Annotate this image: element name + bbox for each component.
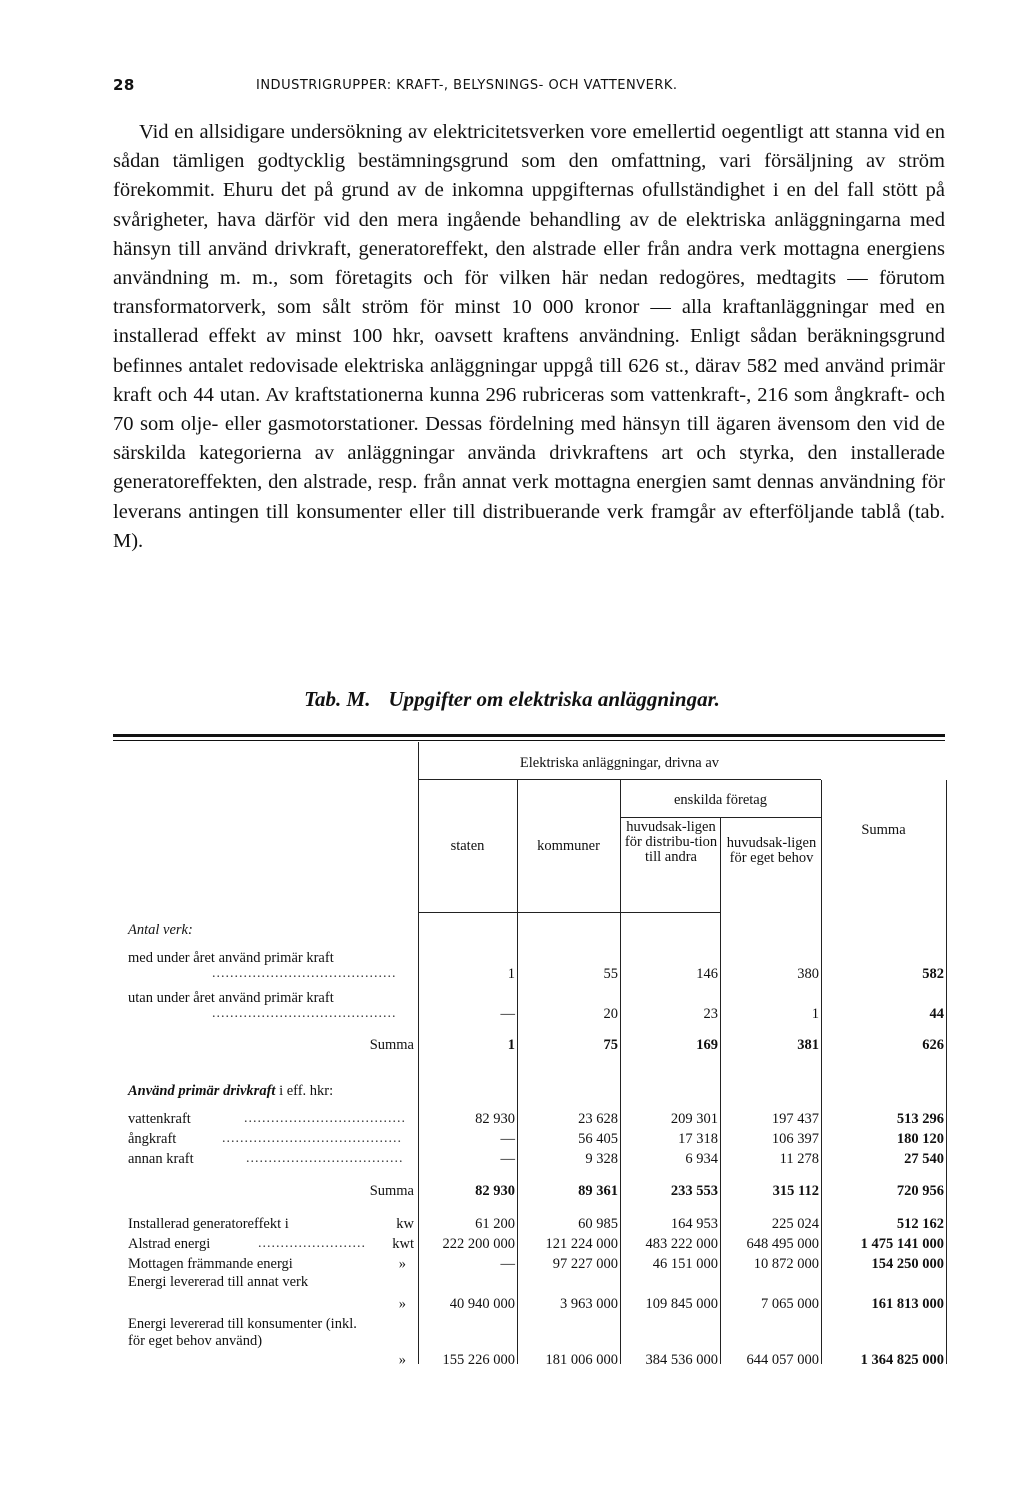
col-divider-staten — [517, 780, 518, 1364]
col-header-summa: Summa — [861, 822, 906, 838]
row-label-summa-2: Summa — [369, 1183, 414, 1199]
cell-s1r1-own-use: 380 — [797, 966, 819, 982]
col-header-own-use: huvudsak-ligen för eget behov — [726, 835, 817, 866]
cell-s3r4-distribution: 109 845 000 — [645, 1296, 718, 1312]
body-paragraph: Vid en allsidigare undersökning av elektricitetsverken vore emellertid oegentligt att stanna vid en sådan tämligen godtycklig bestämningsgrund som den omfattning, vari försäljning av ström förekommit. Ehuru det på grund av de inkomna uppgifternas ofullständighet i en del fall stött på svårigheter, hava därför vid den mera ingående behandling av de elektriska anläggningarna med hänsyn till använd drivkraft, generatoreffekt, den alstrade eller från andra verk mottagna energiens användning m. m., som företagits och för vilken här nedan redogöres, medtagits — förutom transformatorverk, som sålt ström för minst 10 000 kronor — alla kraftanläggningar med en installerad effekt av minst 100 hkr, oavsett kraftens användning. Enligt sådan beräkningsgrund befinnes antalet redovisade elektriska anläggningar uppgå till 626 st., därav 582 med använd primär kraft och 44 utan. Av kraftstationerna kunna 296 rubriceras som vattenkraft-, 216 som ångkraft- och 70 som olje- eller gasmotorstationer. Dessas fördelning med hänsyn till ägaren ävensom den vid de särskilda kategorierna av anläggningar använda drivkraftens art och styrka, den installerade generatoreffekten, den alstrade, resp. från annat verk mottagna energien samt dennas användning för leverans antingen till konsumenter eller till distribuerande verk framgår av efterföljande tablå (tab. M). — [113, 121, 945, 552]
sub-group-header: enskilda företag — [673, 792, 767, 808]
cell-s1sum-staten: 1 — [507, 1037, 515, 1053]
row-label-summa-1: Summa — [369, 1037, 414, 1053]
cell-s1r1-summa: 582 — [922, 966, 944, 982]
col-divider-own-use — [821, 780, 822, 1364]
row-label-installerad: Installerad generatoreffekt i — [128, 1216, 289, 1232]
section-antal-verk-title: Antal verk: — [128, 922, 193, 938]
cell-s3r4-own-use: 7 065 000 — [761, 1296, 819, 1312]
table-title: Uppgifter om elektriska anläggningar. — [388, 687, 720, 711]
cell-s2sum-staten: 82 930 — [475, 1183, 515, 1199]
cell-s3r1-distribution: 164 953 — [670, 1216, 718, 1232]
row-label-levererad-konsumenter: Energi levererad till konsumenter (inkl. för eget behov använd) — [128, 1316, 357, 1349]
row-label-levererad-verk: Energi levererad till annat verk — [128, 1274, 309, 1290]
col-header-distribution: huvudsak-ligen för distribu-tion till andra — [624, 819, 718, 865]
cell-s3r2-own-use: 648 495 000 — [746, 1236, 819, 1252]
cell-s2r1-summa: 513 296 — [896, 1111, 944, 1127]
cell-s3r3-kommuner: 97 227 000 — [552, 1256, 618, 1272]
cell-s1r2-kommuner: 20 — [603, 1006, 618, 1022]
cell-s1r2-own-use: 1 — [811, 1006, 819, 1022]
col-header-kommuner: kommuner — [537, 838, 600, 854]
cell-s2r3-summa: 27 540 — [904, 1151, 944, 1167]
cell-s1sum-summa: 626 — [922, 1037, 944, 1053]
cell-s1sum-distribution: 169 — [696, 1037, 718, 1053]
cell-s2r1-kommuner: 23 628 — [578, 1111, 618, 1127]
cell-s3r5-summa: 1 364 825 000 — [860, 1352, 944, 1368]
cell-s2r2-own-use: 106 397 — [771, 1131, 819, 1147]
col-header-staten: staten — [450, 838, 485, 854]
group-header: Elektriska anläggningar, drivna av — [519, 755, 720, 771]
row-label-mottagen: Mottagen främmande energi — [128, 1256, 293, 1272]
col-divider-summa — [946, 780, 947, 1364]
cell-s2r2-summa: 180 120 — [896, 1131, 944, 1147]
col-divider-distribution — [720, 818, 721, 1364]
row-unit-levererad-verk: » — [398, 1296, 406, 1312]
cell-s3r1-own-use: 225 024 — [771, 1216, 819, 1232]
cell-s2r3-staten: — — [500, 1151, 515, 1167]
cell-s1r2-summa: 44 — [929, 1006, 944, 1022]
cell-s3r2-summa: 1 475 141 000 — [860, 1236, 944, 1252]
section-drivkraft-title — [128, 1083, 333, 1100]
cell-s2r2-distribution: 17 318 — [678, 1131, 718, 1147]
row-label-vattenkraft: vattenkraft — [128, 1111, 191, 1127]
cell-s3r3-summa: 154 250 000 — [871, 1256, 944, 1272]
cell-s3r4-kommuner: 3 963 000 — [560, 1296, 618, 1312]
cell-s3r5-staten: 155 226 000 — [442, 1352, 515, 1368]
cell-s1r1-distribution: 146 — [696, 966, 718, 982]
row-label-utan-primar — [128, 990, 416, 1006]
cell-s2r3-own-use: 11 278 — [779, 1151, 819, 1167]
row-label-text: utan under året använd primär kraft — [128, 990, 334, 1006]
cell-s3r3-staten: — — [500, 1256, 515, 1272]
leader-dots: ........................ — [258, 1236, 366, 1251]
leader-dots: ........................................ — [222, 1131, 402, 1146]
row-unit-levererad-konsumenter: » — [398, 1352, 406, 1368]
row-label-annan-kraft: annan kraft — [128, 1151, 194, 1167]
cell-s3r1-summa: 512 162 — [896, 1216, 944, 1232]
row-label-angkraft: ångkraft — [128, 1131, 177, 1147]
cell-s3r1-staten: 61 200 — [475, 1216, 515, 1232]
cell-s2sum-summa: 720 956 — [896, 1183, 944, 1199]
leader-dots: ................................... — [246, 1151, 404, 1166]
cell-s2r3-kommuner: 9 328 — [585, 1151, 618, 1167]
leader-dots: ......................................... — [212, 1006, 397, 1021]
table-caption — [0, 687, 1024, 712]
cell-s3r2-distribution: 483 222 000 — [645, 1236, 718, 1252]
body-paragraph-container — [113, 118, 945, 556]
row-label-alstrad: Alstrad energi — [128, 1236, 211, 1252]
cell-s3r2-kommuner: 121 224 000 — [545, 1236, 618, 1252]
cell-s3r4-staten: 40 940 000 — [449, 1296, 515, 1312]
cell-s1r2-distribution: 23 — [703, 1006, 718, 1022]
cell-s1r1-kommuner: 55 — [603, 966, 618, 982]
cell-s2r1-own-use: 197 437 — [771, 1111, 819, 1127]
cell-s3r5-distribution: 384 536 000 — [645, 1352, 718, 1368]
cell-s1sum-kommuner: 75 — [603, 1037, 618, 1053]
row-label-text: med under året använd primär kraft — [128, 950, 334, 966]
cell-s3r3-own-use: 10 872 000 — [753, 1256, 819, 1272]
table-top-rule-thick — [113, 734, 945, 737]
cell-s3r4-summa: 161 813 000 — [871, 1296, 944, 1312]
page-header — [113, 76, 943, 100]
cell-s2r2-kommuner: 56 405 — [578, 1131, 618, 1147]
running-title: INDUSTRIGRUPPER: KRAFT-, BELYSNINGS- OCH VATTENVERK. — [256, 78, 678, 93]
cell-s2r1-staten: 82 930 — [475, 1111, 515, 1127]
cell-s3r1-kommuner: 60 985 — [578, 1216, 618, 1232]
header-line-group — [418, 779, 821, 780]
row-label-med-primar — [128, 950, 416, 966]
row-unit-mottagen: » — [398, 1256, 406, 1272]
page-number: 28 — [113, 76, 135, 94]
section-title-rest: i eff. hkr: — [275, 1083, 334, 1099]
cell-s1r1-staten: 1 — [507, 966, 515, 982]
header-line-bottom-left — [418, 912, 720, 913]
section-title-italic: Använd primär drivkraft — [128, 1083, 276, 1099]
row-unit-alstrad: kwt — [392, 1236, 414, 1252]
col-divider-kommuner — [620, 780, 621, 1364]
table-top-rule-thin — [113, 740, 945, 741]
cell-s3r5-kommuner: 181 006 000 — [545, 1352, 618, 1368]
cell-s1sum-own-use: 381 — [797, 1037, 819, 1053]
leader-dots: .................................... — [244, 1111, 406, 1126]
cell-s3r5-own-use: 644 057 000 — [746, 1352, 819, 1368]
leader-dots: ......................................... — [212, 966, 397, 981]
cell-s2sum-kommuner: 89 361 — [578, 1183, 618, 1199]
cell-s3r2-staten: 222 200 000 — [442, 1236, 515, 1252]
cell-s3r3-distribution: 46 151 000 — [652, 1256, 718, 1272]
header-line-subgroup — [620, 817, 821, 818]
cell-s2r2-staten: — — [500, 1131, 515, 1147]
cell-s1r2-staten: — — [500, 1006, 515, 1022]
table-label: Tab. M. — [304, 687, 371, 711]
cell-s2sum-distribution: 233 553 — [670, 1183, 718, 1199]
cell-s2sum-own-use: 315 112 — [772, 1183, 819, 1199]
cell-s2r1-distribution: 209 301 — [670, 1111, 718, 1127]
cell-s2r3-distribution: 6 934 — [685, 1151, 718, 1167]
row-unit-installerad: kw — [396, 1216, 414, 1232]
